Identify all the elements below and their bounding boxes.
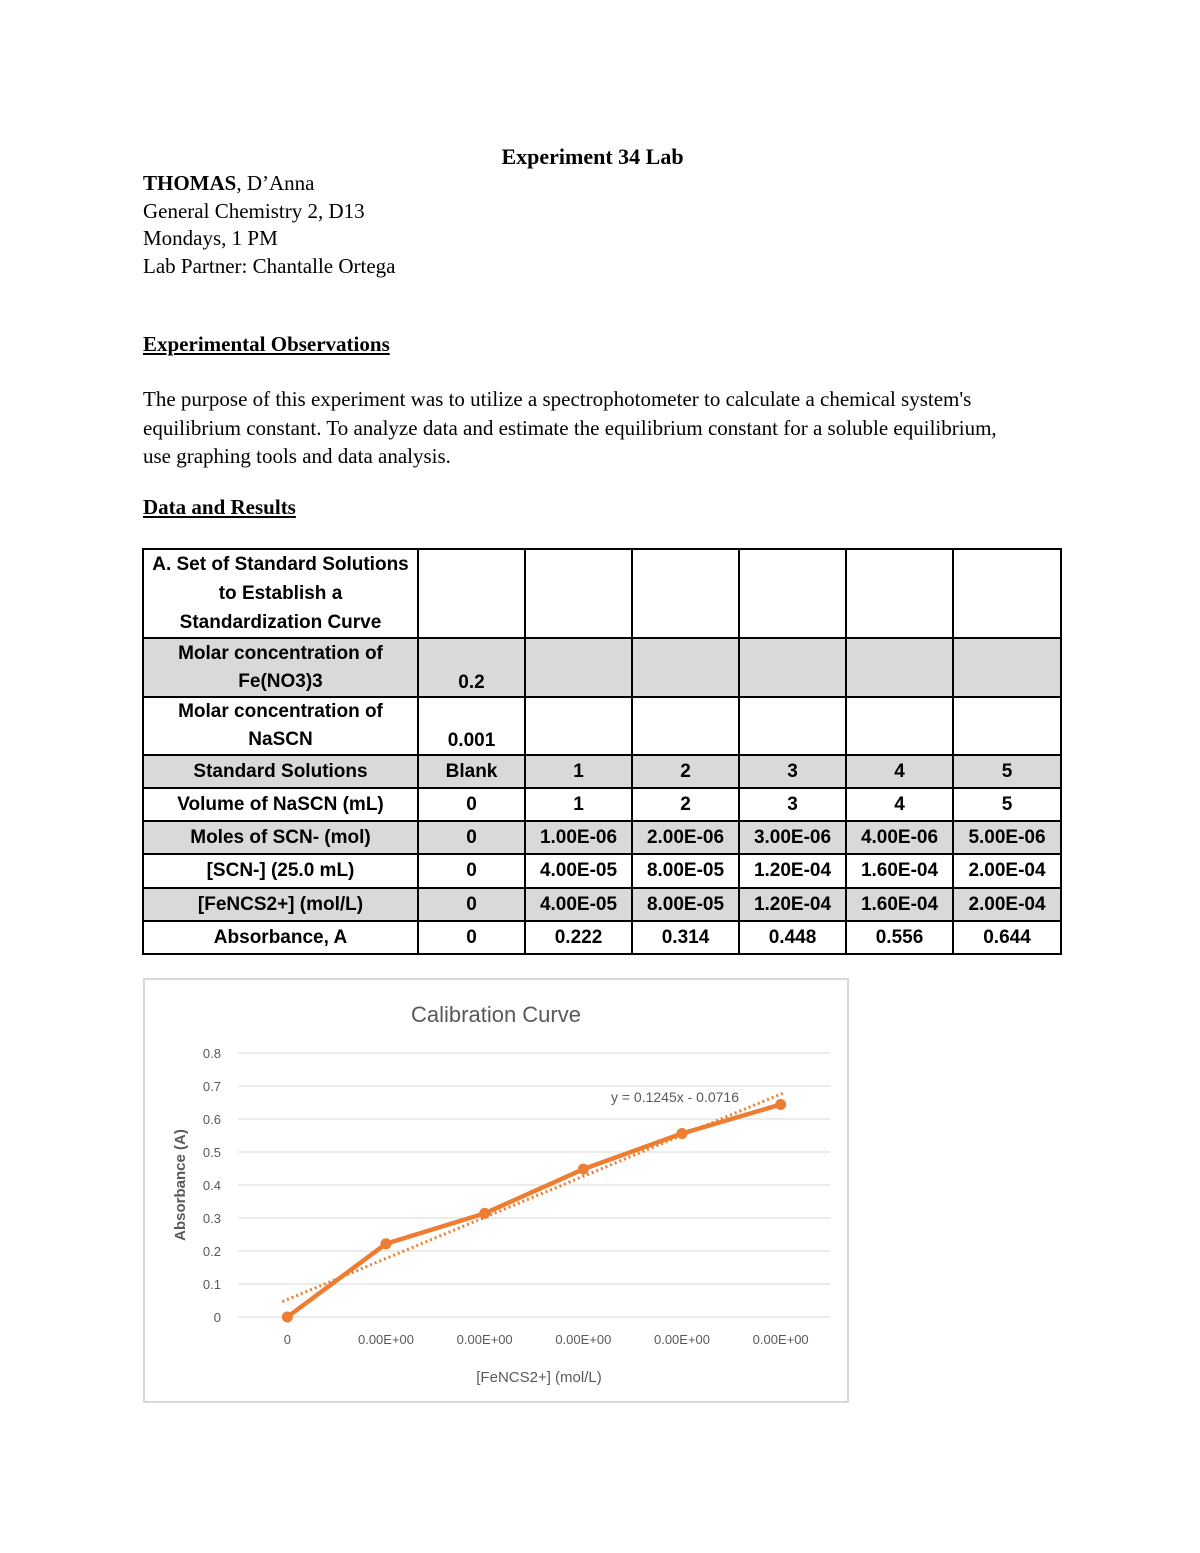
- table-cell: [418, 549, 525, 638]
- chart-canvas: [145, 980, 847, 1401]
- chart-title: Calibration Curve: [411, 1002, 581, 1027]
- table-header-row: [143, 549, 1061, 638]
- table-cell: 3.00E-06: [739, 821, 846, 854]
- table-cell: [525, 638, 632, 697]
- x-tick-labels: [284, 1332, 809, 1347]
- row-label: [SCN-] (25.0 mL): [143, 854, 418, 888]
- trendline-equation: y = 0.1245x - 0.0716: [610, 1089, 740, 1105]
- y-tick-label: 0.4: [202, 1178, 221, 1193]
- y-tick-label: 0: [213, 1310, 221, 1325]
- table-cell: [739, 638, 846, 697]
- y-tick-label: 0.8: [202, 1046, 221, 1061]
- data-point: [381, 1238, 392, 1249]
- table-cell: [632, 697, 739, 755]
- y-tick-label: 0.3: [202, 1211, 221, 1226]
- table-cell: [739, 549, 846, 638]
- table-row: [143, 854, 1061, 888]
- table-cell: 8.00E-05: [632, 854, 739, 888]
- table-cell: 1.20E-04: [739, 888, 846, 921]
- row-label: Standard Solutions: [143, 755, 418, 788]
- table-cell: 4: [846, 755, 953, 788]
- table-row: [143, 755, 1061, 788]
- table-cell: 0.222: [525, 921, 632, 954]
- table-cell: 2.00E-04: [953, 888, 1061, 921]
- table-row: [143, 921, 1061, 954]
- table-cell: 0: [418, 821, 525, 854]
- table-cell: [632, 549, 739, 638]
- table-cell: 5.00E-06: [953, 821, 1061, 854]
- table-cell: 0.314: [632, 921, 739, 954]
- data-series: [282, 1099, 786, 1323]
- partner-line: Lab Partner: Chantalle Ortega: [143, 253, 396, 278]
- table-cell: [953, 549, 1061, 638]
- row-label: Moles of SCN- (mol): [143, 821, 418, 854]
- table-cell: 0: [418, 921, 525, 954]
- standard-solutions-table: [142, 548, 1062, 955]
- table-row: [143, 638, 1061, 697]
- table-cell: 1: [525, 788, 632, 821]
- table-cell: 1: [525, 755, 632, 788]
- observations-heading: Experimental Observations: [143, 332, 390, 356]
- table-cell: 1.20E-04: [739, 854, 846, 888]
- table-header-cell: A. Set of Standard Solutions to Establish a Standardization Curve: [143, 549, 418, 638]
- table-row: [143, 888, 1061, 921]
- observations-paragraph: The purpose of this experiment was to utilize a spectrophotometer to calculate a chemical system's equilibrium constant. To analyze data and estimate the equilibrium constant for a soluble equilibrium, use graphing tools and data analysis.: [143, 387, 997, 468]
- table-cell: [953, 697, 1061, 755]
- table-cell: 0: [418, 788, 525, 821]
- data-point: [479, 1208, 490, 1219]
- schedule-line: Mondays, 1 PM: [143, 226, 278, 250]
- author-line: [143, 170, 395, 198]
- author-first-name: , D’Anna: [236, 171, 315, 195]
- y-tick-label: 0.7: [202, 1079, 221, 1094]
- y-axis-label: Absorbance (A): [172, 1129, 189, 1241]
- table-cell: 4.00E-06: [846, 821, 953, 854]
- x-tick-label: 0: [283, 1332, 291, 1347]
- calibration-chart: [143, 978, 849, 1403]
- row-label: Absorbance, A: [143, 921, 418, 954]
- data-point: [578, 1164, 589, 1175]
- x-tick-label: 0.00E+00: [752, 1332, 809, 1347]
- y-tick-label: 0.1: [202, 1277, 221, 1292]
- y-tick-labels: [203, 1046, 221, 1325]
- table-cell: 5: [953, 755, 1061, 788]
- table-cell: [846, 697, 953, 755]
- y-tick-label: 0.6: [202, 1112, 221, 1127]
- table-cell: 0.448: [739, 921, 846, 954]
- table-cell: [846, 549, 953, 638]
- table-cell: [632, 638, 739, 697]
- y-tick-label: 0.2: [202, 1244, 221, 1259]
- table-cell: 0: [418, 888, 525, 921]
- row-label: Volume of NaSCN (mL): [143, 788, 418, 821]
- table-cell: 0.2: [418, 638, 525, 697]
- series-line: [287, 1104, 780, 1317]
- table-cell: 5: [953, 788, 1061, 821]
- table-cell: [525, 549, 632, 638]
- x-tick-label: 0.00E+00: [653, 1332, 711, 1347]
- table-cell: 4.00E-05: [525, 854, 632, 888]
- table-cell: [953, 638, 1061, 697]
- table-row: [143, 697, 1061, 755]
- table-cell: 4: [846, 788, 953, 821]
- table-cell: 0: [418, 854, 525, 888]
- x-tick-label: 0.00E+00: [357, 1332, 415, 1347]
- table-cell: 4.00E-05: [525, 888, 632, 921]
- table-cell: [846, 638, 953, 697]
- data-point: [677, 1128, 688, 1139]
- table-cell: 3: [739, 788, 846, 821]
- table-cell: 0.644: [953, 921, 1061, 954]
- data-point: [282, 1312, 293, 1323]
- table-cell: 2: [632, 755, 739, 788]
- y-tick-label: 0.5: [202, 1145, 221, 1160]
- table-row: [143, 821, 1061, 854]
- x-tick-label: 0.00E+00: [456, 1332, 513, 1347]
- table-cell: 8.00E-05: [632, 888, 739, 921]
- table-cell: 1.60E-04: [846, 888, 953, 921]
- table-cell: Blank: [418, 755, 525, 788]
- table-cell: 0.001: [418, 697, 525, 755]
- x-tick-label: 0.00E+00: [555, 1332, 612, 1347]
- table-cell: 0.556: [846, 921, 953, 954]
- chart-gridlines: [238, 1053, 830, 1317]
- row-label: Molar concentration of NaSCN: [143, 697, 418, 755]
- table-cell: 3: [739, 755, 846, 788]
- author-last-name: THOMAS: [143, 171, 237, 195]
- table-cell: 2: [632, 788, 739, 821]
- row-label: [FeNCS2+] (mol/L): [143, 888, 418, 921]
- results-heading: Data and Results: [143, 495, 296, 519]
- table-cell: [525, 697, 632, 755]
- table-cell: 2.00E-06: [632, 821, 739, 854]
- table-cell: 2.00E-04: [953, 854, 1061, 888]
- table-cell: [739, 697, 846, 755]
- table-row: [143, 788, 1061, 821]
- x-axis-label: [FeNCS2+] (mol/L): [476, 1369, 602, 1386]
- course-line: General Chemistry 2, D13: [143, 198, 365, 223]
- row-label: Molar concentration of Fe(NO3)3: [143, 638, 418, 697]
- table-cell: 1.60E-04: [846, 854, 953, 888]
- document-title: Experiment 34 Lab: [501, 144, 684, 169]
- header-info: [143, 170, 395, 280]
- data-point: [775, 1099, 786, 1110]
- table-cell: 1.00E-06: [525, 821, 632, 854]
